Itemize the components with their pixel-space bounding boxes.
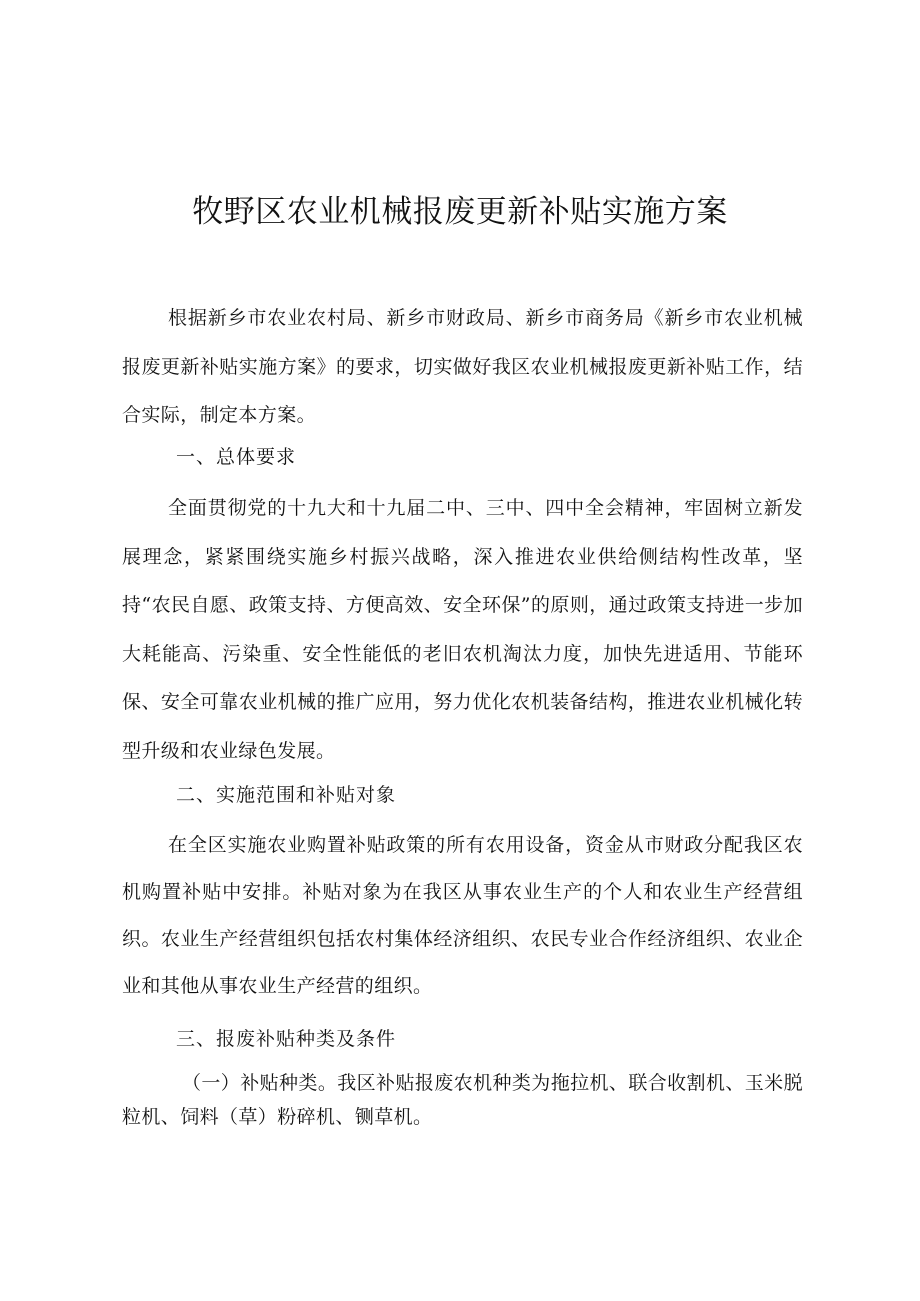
document-title: 牧野区农业机械报废更新补贴实施方案 bbox=[192, 194, 728, 230]
section-heading-general-requirements: 一、总体要求 bbox=[176, 446, 297, 468]
section-body-scope-and-recipients: 在全区实施农业购置补贴政策的所有农用设备，资金从市财政分配我区农机购置补贴中安排。补贴对象为在我区从事农业生产的个人和农业生产经营组织。农业生产经营组织包括农村集体经济组织、农民专业合作经济组织、农业企业和其他从事农业生产经营的组织。 bbox=[122, 834, 803, 997]
section-body-general-requirements: 全面贯彻党的十九大和十九届二中、三中、四中全会精神，牢固树立新发展理念，紧紧围绕实施乡村振兴战略，深入推进农业供给侧结构性改革，坚持“农民自愿、政策支持、方便高效、安全环保”的原则，通过政策支持进一步加大耗能高、污染重、安全性能低的老旧农机淘汰力度，加快先进适用、节能环保、安全可靠农业机械的推广应用，努力优化农机装备结构，推进农业机械化转型升级和农业绿色发展。 bbox=[122, 497, 803, 762]
intro-paragraph: 根据新乡市农业农村局、新乡市财政局、新乡市商务局《新乡市农业机械报废更新补贴实施方案》的要求，切实做好我区农业机械报废更新补贴工作，结合实际，制定本方案。 bbox=[122, 307, 803, 426]
section-heading-scope-and-recipients: 二、实施范围和补贴对象 bbox=[176, 784, 397, 806]
section-heading-subsidy-types: 三、报废补贴种类及条件 bbox=[176, 1028, 397, 1050]
section-body-subsidy-types: （一）补贴种类。我区补贴报废农机种类为拖拉机、联合收割机、玉米脱粒机、饲料（草）粉碎机、铡草机。 bbox=[122, 1072, 803, 1128]
